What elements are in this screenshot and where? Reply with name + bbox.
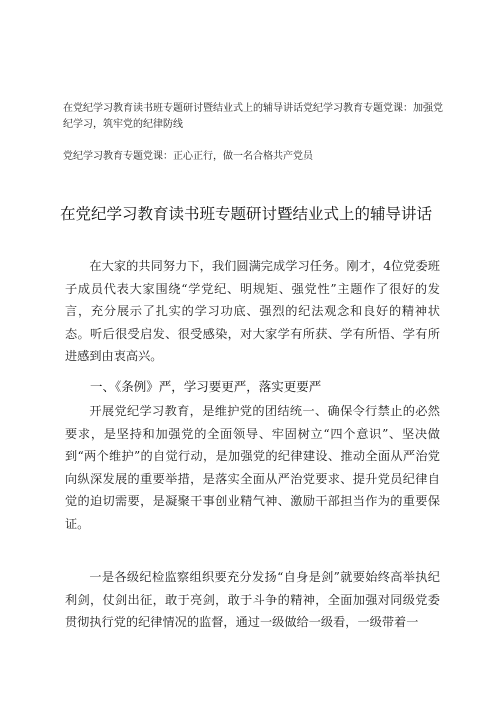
section-heading-1: 一、《条例》严，学习要更严，落实更要严 bbox=[90, 379, 322, 394]
body-paragraph-3: 一是各级纪检监察组织要充分发扬“自身是剑”就要始终高举执纪利剑，仗剑出征，敢于亮剑，敢于斗争的精神，全面加强对同级党委贯彻执行党的纪律情况的监督，通过一级做给一级看，一级带着一 bbox=[65, 570, 440, 629]
body-paragraph-1: 在大家的共同努力下，我们圆满完成学习任务。刚才，4位党委班子成员代表大家围绕“学党纪、明规矩、强党性”主题作了很好的发言，充分展示了扎实的学习功底、强烈的纪法观念和良好的精神状态。听后很受启发、很受感染，对大家学有所获、学有所悟、学有所进感到由衷高兴。 bbox=[65, 259, 440, 363]
document-title: 在党纪学习教育读书班专题研讨暨结业式上的辅导讲话 bbox=[60, 205, 433, 223]
toc-entry-1: 在党纪学习教育读书班专题研讨暨结业式上的辅导讲话党纪学习教育专题党课：加强党纪学习，筑牢党的纪律防线 bbox=[63, 103, 443, 130]
toc-entry-2: 党纪学习教育专题党课：正心正行，做一名合格共产党员 bbox=[63, 151, 313, 162]
body-paragraph-2: 开展党纪学习教育，是维护党的团结统一、确保令行禁止的必然要求，是坚持和加强党的全面领导、牢固树立“四个意识”、坚决做到“两个维护”的自觉行动，是加强党的纪律建设、推动全面从严治党向纵深发展的重要举措，是落实全面从严治党要求、提升党员纪律自觉的迫切需要，是凝聚干事创业精气神、激励干部担当作为的重要保证。 bbox=[65, 404, 440, 531]
